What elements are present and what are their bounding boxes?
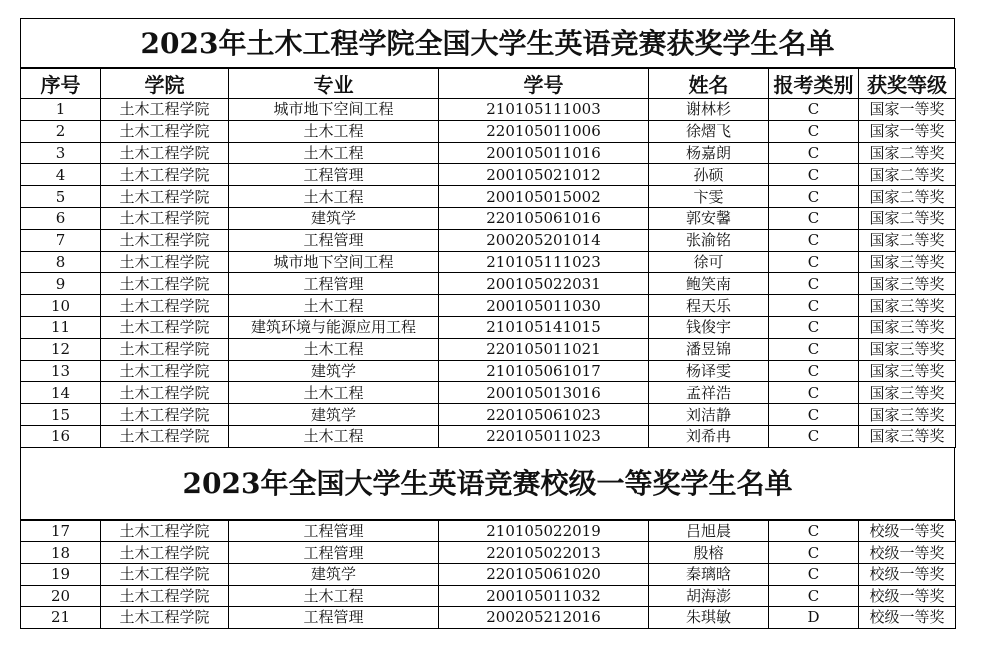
award-sheet bbox=[20, 18, 955, 629]
cell-index: 14 bbox=[21, 382, 101, 404]
cell-college: 土木工程学院 bbox=[101, 251, 229, 273]
cell-exam-category: C bbox=[769, 273, 859, 295]
cell-student-id: 220105022013 bbox=[439, 542, 649, 564]
table-row bbox=[21, 425, 956, 447]
cell-major: 土木工程 bbox=[229, 338, 439, 360]
cell-major: 工程管理 bbox=[229, 164, 439, 186]
header-student-id: 学号 bbox=[439, 69, 649, 99]
cell-exam-category: C bbox=[769, 164, 859, 186]
cell-award-level: 国家三等奖 bbox=[859, 273, 956, 295]
cell-award-level: 国家二等奖 bbox=[859, 207, 956, 229]
cell-award-level: 国家二等奖 bbox=[859, 186, 956, 208]
cell-award-level: 校级一等奖 bbox=[859, 607, 956, 629]
cell-student-id: 200105015002 bbox=[439, 186, 649, 208]
cell-major: 建筑学 bbox=[229, 563, 439, 585]
table-row bbox=[21, 520, 956, 542]
cell-college: 土木工程学院 bbox=[101, 273, 229, 295]
cell-exam-category: D bbox=[769, 607, 859, 629]
cell-exam-category: C bbox=[769, 585, 859, 607]
cell-major: 建筑学 bbox=[229, 207, 439, 229]
cell-award-level: 国家三等奖 bbox=[859, 338, 956, 360]
cell-college: 土木工程学院 bbox=[101, 99, 229, 121]
cell-award-level: 国家三等奖 bbox=[859, 316, 956, 338]
cell-student-id: 220105061016 bbox=[439, 207, 649, 229]
cell-major: 工程管理 bbox=[229, 229, 439, 251]
table-row bbox=[21, 607, 956, 629]
cell-award-level: 校级一等奖 bbox=[859, 542, 956, 564]
cell-college: 土木工程学院 bbox=[101, 316, 229, 338]
cell-name: 程天乐 bbox=[649, 295, 769, 317]
cell-name: 刘洁静 bbox=[649, 404, 769, 426]
cell-award-level: 校级一等奖 bbox=[859, 585, 956, 607]
cell-name: 钱俊宇 bbox=[649, 316, 769, 338]
cell-exam-category: C bbox=[769, 563, 859, 585]
cell-index: 18 bbox=[21, 542, 101, 564]
cell-award-level: 国家三等奖 bbox=[859, 404, 956, 426]
cell-college: 土木工程学院 bbox=[101, 229, 229, 251]
cell-college: 土木工程学院 bbox=[101, 520, 229, 542]
cell-major: 工程管理 bbox=[229, 520, 439, 542]
cell-index: 16 bbox=[21, 425, 101, 447]
cell-exam-category: C bbox=[769, 99, 859, 121]
cell-index: 6 bbox=[21, 207, 101, 229]
table-row bbox=[21, 542, 956, 564]
cell-index: 4 bbox=[21, 164, 101, 186]
cell-index: 20 bbox=[21, 585, 101, 607]
cell-major: 城市地下空间工程 bbox=[229, 251, 439, 273]
cell-student-id: 210105111023 bbox=[439, 251, 649, 273]
cell-college: 土木工程学院 bbox=[101, 338, 229, 360]
cell-major: 土木工程 bbox=[229, 295, 439, 317]
table-row bbox=[21, 229, 956, 251]
header-exam-category: 报考类别 bbox=[769, 69, 859, 99]
cell-exam-category: C bbox=[769, 520, 859, 542]
cell-name: 孟祥浩 bbox=[649, 382, 769, 404]
cell-college: 土木工程学院 bbox=[101, 585, 229, 607]
table-row bbox=[21, 99, 956, 121]
table-row bbox=[21, 316, 956, 338]
cell-student-id: 200105011032 bbox=[439, 585, 649, 607]
school-award-table bbox=[20, 520, 956, 629]
cell-college: 土木工程学院 bbox=[101, 142, 229, 164]
cell-index: 21 bbox=[21, 607, 101, 629]
cell-exam-category: C bbox=[769, 425, 859, 447]
cell-student-id: 200105021012 bbox=[439, 164, 649, 186]
cell-student-id: 220105011023 bbox=[439, 425, 649, 447]
cell-major: 工程管理 bbox=[229, 273, 439, 295]
cell-award-level: 国家一等奖 bbox=[859, 120, 956, 142]
cell-name: 张渝铭 bbox=[649, 229, 769, 251]
cell-name: 吕旭晨 bbox=[649, 520, 769, 542]
table-row bbox=[21, 142, 956, 164]
cell-exam-category: C bbox=[769, 186, 859, 208]
cell-name: 秦璃晗 bbox=[649, 563, 769, 585]
cell-index: 12 bbox=[21, 338, 101, 360]
cell-student-id: 210105022019 bbox=[439, 520, 649, 542]
cell-student-id: 210105141015 bbox=[439, 316, 649, 338]
cell-major: 建筑学 bbox=[229, 404, 439, 426]
cell-student-id: 200105013016 bbox=[439, 382, 649, 404]
cell-name: 杨嘉朗 bbox=[649, 142, 769, 164]
cell-exam-category: C bbox=[769, 404, 859, 426]
cell-major: 工程管理 bbox=[229, 607, 439, 629]
cell-student-id: 220105011021 bbox=[439, 338, 649, 360]
cell-exam-category: C bbox=[769, 229, 859, 251]
cell-major: 土木工程 bbox=[229, 585, 439, 607]
cell-college: 土木工程学院 bbox=[101, 186, 229, 208]
table-row bbox=[21, 273, 956, 295]
national-award-title: 2023年土木工程学院全国大学生英语竞赛获奖学生名单 bbox=[20, 18, 955, 68]
table-row bbox=[21, 251, 956, 273]
header-index: 序号 bbox=[21, 69, 101, 99]
cell-student-id: 220105011006 bbox=[439, 120, 649, 142]
table-row bbox=[21, 164, 956, 186]
cell-major: 土木工程 bbox=[229, 425, 439, 447]
cell-student-id: 200105011030 bbox=[439, 295, 649, 317]
cell-award-level: 校级一等奖 bbox=[859, 520, 956, 542]
table-row bbox=[21, 404, 956, 426]
cell-name: 胡海澎 bbox=[649, 585, 769, 607]
table-row bbox=[21, 360, 956, 382]
header-major: 专业 bbox=[229, 69, 439, 99]
cell-exam-category: C bbox=[769, 542, 859, 564]
cell-index: 8 bbox=[21, 251, 101, 273]
table-row bbox=[21, 585, 956, 607]
header-name: 姓名 bbox=[649, 69, 769, 99]
table-row bbox=[21, 338, 956, 360]
cell-major: 建筑环境与能源应用工程 bbox=[229, 316, 439, 338]
cell-college: 土木工程学院 bbox=[101, 563, 229, 585]
cell-name: 卞雯 bbox=[649, 186, 769, 208]
cell-name: 徐可 bbox=[649, 251, 769, 273]
cell-student-id: 200105011016 bbox=[439, 142, 649, 164]
cell-major: 土木工程 bbox=[229, 186, 439, 208]
cell-index: 10 bbox=[21, 295, 101, 317]
cell-award-level: 国家一等奖 bbox=[859, 99, 956, 121]
cell-student-id: 220105061023 bbox=[439, 404, 649, 426]
cell-name: 刘希冉 bbox=[649, 425, 769, 447]
cell-college: 土木工程学院 bbox=[101, 164, 229, 186]
cell-exam-category: C bbox=[769, 360, 859, 382]
cell-major: 工程管理 bbox=[229, 542, 439, 564]
cell-name: 潘昱锦 bbox=[649, 338, 769, 360]
cell-award-level: 国家二等奖 bbox=[859, 164, 956, 186]
cell-index: 11 bbox=[21, 316, 101, 338]
cell-award-level: 校级一等奖 bbox=[859, 563, 956, 585]
cell-college: 土木工程学院 bbox=[101, 404, 229, 426]
cell-index: 9 bbox=[21, 273, 101, 295]
cell-name: 殷榕 bbox=[649, 542, 769, 564]
cell-student-id: 220105061020 bbox=[439, 563, 649, 585]
cell-major: 城市地下空间工程 bbox=[229, 99, 439, 121]
cell-index: 17 bbox=[21, 520, 101, 542]
cell-major: 土木工程 bbox=[229, 382, 439, 404]
cell-exam-category: C bbox=[769, 382, 859, 404]
table-row bbox=[21, 186, 956, 208]
cell-major: 土木工程 bbox=[229, 142, 439, 164]
cell-award-level: 国家二等奖 bbox=[859, 229, 956, 251]
cell-index: 13 bbox=[21, 360, 101, 382]
school-award-title: 2023年全国大学生英语竞赛校级一等奖学生名单 bbox=[20, 448, 955, 520]
cell-exam-category: C bbox=[769, 251, 859, 273]
cell-exam-category: C bbox=[769, 316, 859, 338]
national-award-table bbox=[20, 68, 956, 448]
cell-major: 土木工程 bbox=[229, 120, 439, 142]
cell-exam-category: C bbox=[769, 120, 859, 142]
table-row bbox=[21, 382, 956, 404]
cell-exam-category: C bbox=[769, 142, 859, 164]
cell-award-level: 国家三等奖 bbox=[859, 251, 956, 273]
cell-award-level: 国家三等奖 bbox=[859, 360, 956, 382]
cell-award-level: 国家三等奖 bbox=[859, 295, 956, 317]
cell-student-id: 200205201014 bbox=[439, 229, 649, 251]
cell-student-id: 210105061017 bbox=[439, 360, 649, 382]
cell-award-level: 国家三等奖 bbox=[859, 425, 956, 447]
cell-index: 1 bbox=[21, 99, 101, 121]
cell-index: 3 bbox=[21, 142, 101, 164]
cell-index: 5 bbox=[21, 186, 101, 208]
cell-exam-category: C bbox=[769, 295, 859, 317]
cell-college: 土木工程学院 bbox=[101, 542, 229, 564]
table-row bbox=[21, 120, 956, 142]
cell-index: 2 bbox=[21, 120, 101, 142]
table-row bbox=[21, 563, 956, 585]
cell-award-level: 国家二等奖 bbox=[859, 142, 956, 164]
cell-college: 土木工程学院 bbox=[101, 295, 229, 317]
cell-student-id: 210105111003 bbox=[439, 99, 649, 121]
cell-exam-category: C bbox=[769, 207, 859, 229]
cell-name: 徐熠飞 bbox=[649, 120, 769, 142]
cell-exam-category: C bbox=[769, 338, 859, 360]
header-row bbox=[21, 69, 956, 99]
cell-award-level: 国家三等奖 bbox=[859, 382, 956, 404]
cell-index: 7 bbox=[21, 229, 101, 251]
cell-college: 土木工程学院 bbox=[101, 360, 229, 382]
cell-student-id: 200205212016 bbox=[439, 607, 649, 629]
cell-index: 15 bbox=[21, 404, 101, 426]
header-award-level: 获奖等级 bbox=[859, 69, 956, 99]
cell-name: 杨译雯 bbox=[649, 360, 769, 382]
cell-index: 19 bbox=[21, 563, 101, 585]
cell-college: 土木工程学院 bbox=[101, 120, 229, 142]
cell-name: 孙硕 bbox=[649, 164, 769, 186]
cell-name: 鲍笑南 bbox=[649, 273, 769, 295]
cell-student-id: 200105022031 bbox=[439, 273, 649, 295]
cell-college: 土木工程学院 bbox=[101, 607, 229, 629]
cell-college: 土木工程学院 bbox=[101, 382, 229, 404]
cell-name: 郭安馨 bbox=[649, 207, 769, 229]
header-college: 学院 bbox=[101, 69, 229, 99]
cell-name: 朱琪敏 bbox=[649, 607, 769, 629]
table-row bbox=[21, 295, 956, 317]
cell-college: 土木工程学院 bbox=[101, 425, 229, 447]
cell-major: 建筑学 bbox=[229, 360, 439, 382]
cell-college: 土木工程学院 bbox=[101, 207, 229, 229]
table-row bbox=[21, 207, 956, 229]
cell-name: 谢林杉 bbox=[649, 99, 769, 121]
